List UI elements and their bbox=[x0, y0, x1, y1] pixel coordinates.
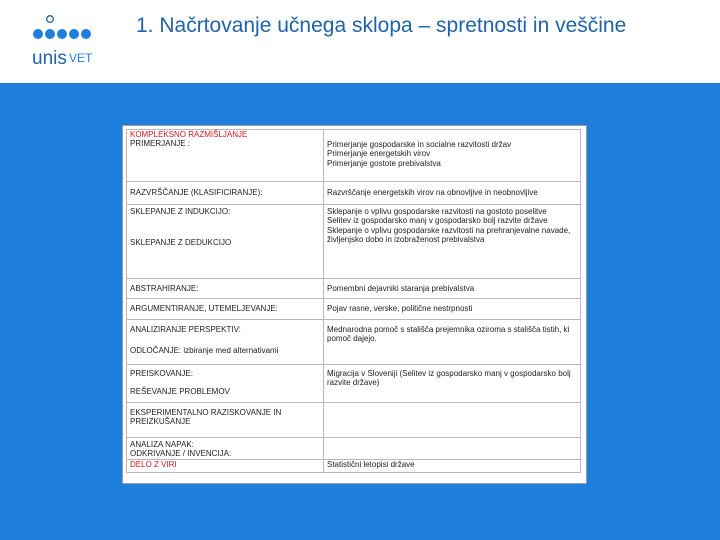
table-row bbox=[127, 460, 581, 473]
table-row bbox=[127, 182, 581, 205]
table-row bbox=[127, 365, 581, 403]
table-row bbox=[127, 205, 581, 279]
table-cell: EKSPERIMENTALNO RAZISKOVANJE IN PREIZKUŠANJE bbox=[127, 403, 324, 438]
table-cell: Primerjanje energetskih virov bbox=[327, 149, 431, 159]
table-cell: PREISKOVANJE: bbox=[130, 369, 193, 378]
table-cell: ODKRIVANJE / INVENCIJA: bbox=[130, 449, 232, 459]
table-cell: Primerjanje gostote prebivalstva bbox=[327, 158, 441, 168]
table-cell: Statistični letopisi države bbox=[324, 460, 581, 473]
table-row bbox=[127, 438, 581, 460]
skills-document bbox=[122, 125, 587, 484]
page-title: 1. Načrtovanje učnega sklopa – spretnosti in veščine bbox=[136, 14, 627, 37]
table-cell bbox=[324, 403, 581, 438]
table-cell: KOMPLEKSNO RAZMIŠLJANJE bbox=[130, 130, 248, 139]
table-row bbox=[127, 130, 581, 182]
table-row bbox=[127, 403, 581, 438]
skills-table bbox=[126, 129, 581, 473]
table-cell: Razvrščanje energetskih virov na obnovljive in neobnovljive bbox=[324, 182, 581, 205]
table-row bbox=[127, 279, 581, 299]
table-cell: PRIMERJANJE : bbox=[130, 139, 191, 149]
table-cell: ARGUMENTIRANJE, UTEMELJEVANJE: bbox=[127, 299, 324, 320]
svg-text:VET: VET bbox=[69, 51, 93, 65]
table-cell: RAZVRŠČANJE (KLASIFICIRANJE): bbox=[127, 182, 324, 205]
table-cell: SKLEPANJE Z INDUKCIJO: bbox=[130, 207, 231, 216]
table-cell: Pojav rasne, verske, politične nestrpnosti bbox=[324, 299, 581, 320]
table-cell: DELO Z VIRI bbox=[127, 460, 324, 473]
table-cell: ABSTRAHIRANJE: bbox=[127, 279, 324, 299]
header bbox=[0, 0, 720, 83]
unisvet-logo bbox=[30, 12, 102, 74]
table-cell: Primerjanje gospodarske in socialne razvitosti držav bbox=[327, 140, 512, 149]
table-cell: ANALIZA NAPAK: bbox=[130, 440, 194, 449]
table-row bbox=[127, 299, 581, 320]
table-cell: SKLEPANJE Z DEDUKCIJO bbox=[130, 238, 232, 248]
table-cell: Mednarodna pomoč s stališča prejemnika oziroma s stališča tistih, ki pomoč dajejo. bbox=[324, 320, 581, 365]
table-cell: REŠEVANJE PROBLEMOV bbox=[130, 387, 230, 397]
table-cell bbox=[324, 438, 581, 460]
table-cell: Sklepanje o vplivu gospodarske razvitosti na gostoto poselitve Selitev iz gospodarsko manj v gospodarsko bolj razvite države Sklepanje o vplivu gospodarske razvitosti na prehranjevalne navade, življenjsko dobo in izobraženost prebivalstva bbox=[324, 205, 581, 279]
table-row bbox=[127, 320, 581, 365]
table-cell: ODLOČANJE: izbiranje med alternativami bbox=[130, 346, 279, 356]
svg-text:unis: unis bbox=[32, 48, 67, 69]
table-cell: Pomembni dejavniki staranja prebivalstva bbox=[324, 279, 581, 299]
table-cell: Migracija v Sloveniji (Selitev iz gospodarsko manj v gospodarsko bolj razvite države) bbox=[324, 365, 581, 403]
table-cell: ANALIZIRANJE PERSPEKTIV: bbox=[130, 325, 241, 334]
